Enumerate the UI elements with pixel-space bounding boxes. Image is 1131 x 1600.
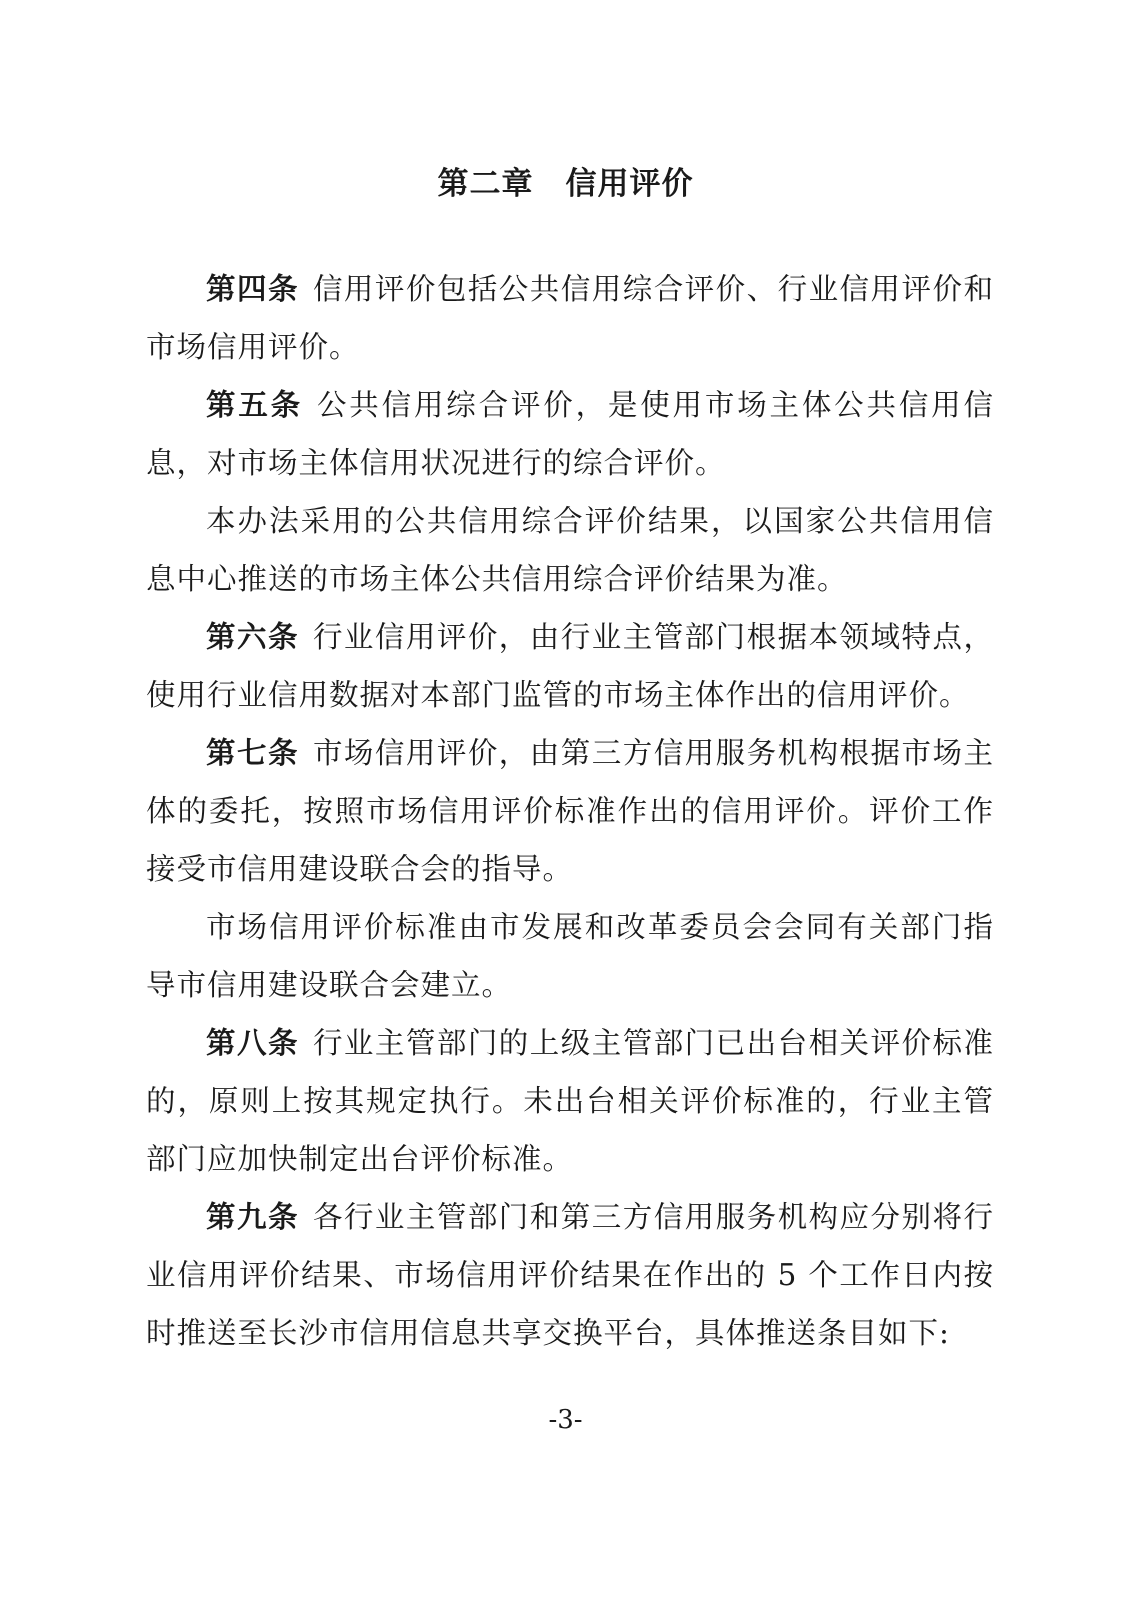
article-number: 第六条 (206, 620, 299, 654)
article-text: 行业信用评价，由行业主管部门根据本领域特点，使用行业信用数据对本部门监管的市场主体作出的信用评价。 (146, 620, 994, 712)
article-6-paragraph (146, 608, 994, 724)
article-number: 第七条 (206, 736, 299, 770)
article-number: 第八条 (206, 1026, 299, 1060)
body-text (146, 260, 994, 1362)
article-text: 公共信用综合评价，是使用市场主体公共信用信息，对市场主体信用状况进行的综合评价。 (146, 388, 994, 480)
article-9-paragraph (146, 1188, 994, 1362)
article-4-paragraph (146, 260, 994, 376)
article-text: 行业主管部门的上级主管部门已出台相关评价标准的，原则上按其规定执行。未出台相关评价标准的，行业主管部门应加快制定出台评价标准。 (146, 1026, 994, 1176)
article-number: 第四条 (206, 272, 299, 306)
article-number: 第五条 (206, 388, 303, 422)
article-7-continuation-paragraph (146, 898, 994, 1014)
article-text: 市场信用评价，由第三方信用服务机构根据市场主体的委托，按照市场信用评价标准作出的信用评价。评价工作接受市信用建设联合会的指导。 (146, 736, 994, 886)
article-text: 本办法采用的公共信用综合评价结果，以国家公共信用信息中心推送的市场主体公共信用综合评价结果为准。 (146, 504, 994, 596)
article-8-paragraph (146, 1014, 994, 1188)
article-number: 第九条 (206, 1200, 299, 1234)
article-text: 信用评价包括公共信用综合评价、行业信用评价和市场信用评价。 (146, 272, 994, 364)
article-7-paragraph (146, 724, 994, 898)
article-5-continuation-paragraph (146, 492, 994, 608)
chapter-title: 第二章 信用评价 (437, 166, 694, 202)
article-5-paragraph (146, 376, 994, 492)
article-text: 各行业主管部门和第三方信用服务机构应分别将行业信用评价结果、市场信用评价结果在作出的 5 个工作日内按时推送至长沙市信用信息共享交换平台，具体推送条目如下: (146, 1200, 994, 1350)
article-text: 市场信用评价标准由市发展和改革委员会会同有关部门指导市信用建设联合会建立。 (146, 910, 994, 1002)
page-number: -3- (548, 1405, 583, 1435)
